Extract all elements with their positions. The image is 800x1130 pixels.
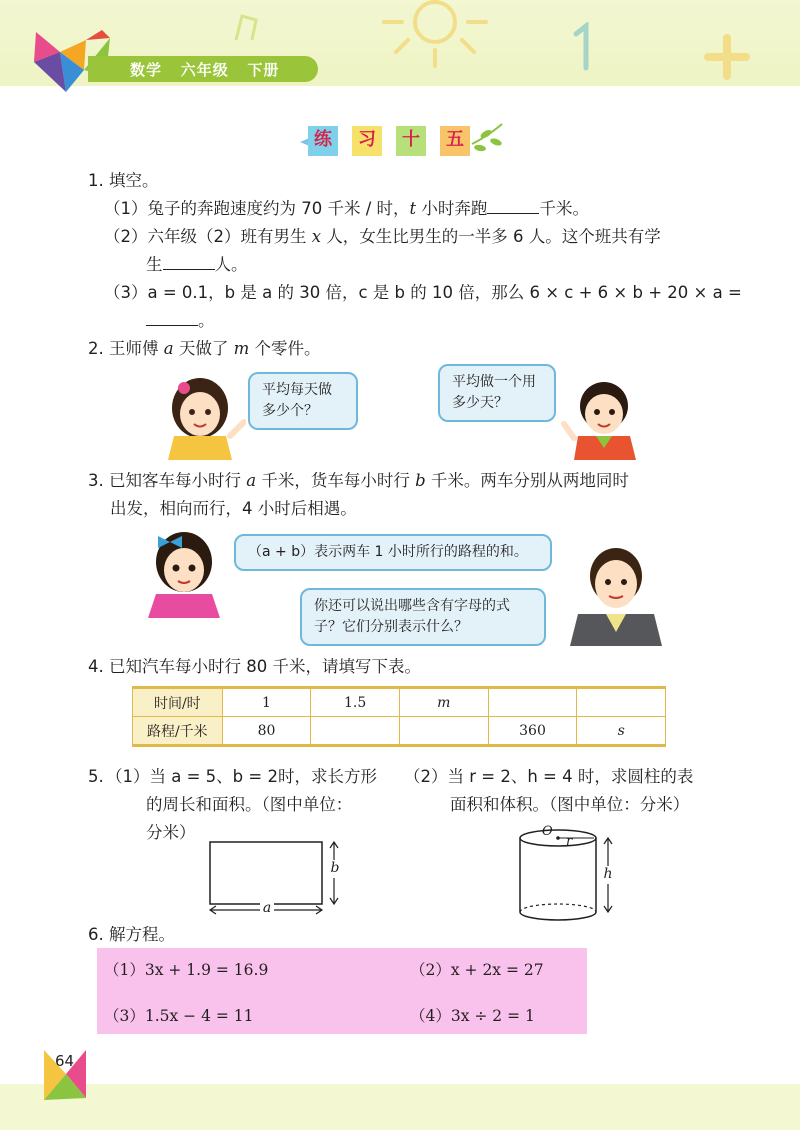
boy-illustration <box>560 374 646 460</box>
q5-part1-line1: （1）当 a = 5、b = 2时，求长方形 <box>106 767 377 786</box>
title-char: 十 <box>402 129 420 150</box>
q1-part2: （2）六年级（2）班有男生 x 人，女生比男生的一半多 6 人。这个班共有学 <box>104 227 661 246</box>
time-distance-table <box>132 686 666 747</box>
q4-label: 4. 已知汽车每小时行 80 千米，请填写下表。 <box>88 657 421 676</box>
rect-label-a: a <box>260 900 274 918</box>
table-cell-blank[interactable] <box>400 717 489 746</box>
q5-part2-line2: 面积和体积。（图中单位：分米） <box>450 795 690 814</box>
q1-part1: （1）兔子的奔跑速度约为 70 千米 / 时，t 小时奔跑 千米。 <box>104 199 589 218</box>
table-cell-blank[interactable] <box>577 688 666 717</box>
table-row <box>133 717 666 746</box>
cyl-label-r: r <box>566 834 573 849</box>
q1-part2-line2: 生 人。 <box>146 255 248 274</box>
footer-band <box>0 1084 800 1130</box>
number-one-doodle-icon <box>568 22 598 72</box>
q1-part3-line2: 。 <box>146 310 215 332</box>
girl-illustration <box>160 374 246 460</box>
teacher-illustration <box>566 540 666 646</box>
equation-1: （1）3x + 1.9 = 16.9 <box>104 961 269 979</box>
title-char: 习 <box>358 129 376 150</box>
plus-doodle-icon <box>704 34 750 80</box>
speech-bubble-right: 平均做一个用多少天？ <box>438 364 556 422</box>
table-cell: s <box>577 717 666 746</box>
answer-blank[interactable] <box>146 310 198 326</box>
title-char: 练 <box>314 129 332 150</box>
rect-label-b: b <box>330 860 340 876</box>
q5-part2-line1: （2）当 r = 2、h = 4 时，求圆柱的表 <box>404 767 694 786</box>
equation-3: （3）1.5x − 4 = 11 <box>104 1007 254 1025</box>
cyl-label-o: O <box>542 824 553 839</box>
answer-blank[interactable] <box>163 254 215 270</box>
q2-label: 2. 王师傅 a 天做了 m 个零件。 <box>88 339 321 358</box>
answer-blank[interactable] <box>487 198 539 214</box>
q1-label: 1. 填空。 <box>88 171 159 190</box>
speech-bubble-sum: （a + b）表示两车 1 小时所行的路程的和。 <box>234 534 552 571</box>
girl-with-bow-illustration <box>140 528 228 618</box>
q1-part3: （3）a = 0.1，b 是 a 的 30 倍，c 是 b 的 10 倍，那么 6 × c + 6 × b + 20 × a = <box>104 283 742 302</box>
q6-label: 6. 解方程。 <box>88 925 175 944</box>
table-cell: 1.5 <box>311 688 400 717</box>
page-corner-decoration-icon <box>40 1040 90 1104</box>
table-cell: 1 <box>222 688 311 717</box>
table-header-cell: 路程/千米 <box>133 717 223 746</box>
music-note-doodle-icon <box>228 10 264 46</box>
table-row <box>133 688 666 717</box>
speech-bubble-left: 平均每天做多少个？ <box>248 372 358 430</box>
table-cell: m <box>400 688 489 717</box>
table-cell: 360 <box>488 717 577 746</box>
q5-part1-line2: 的周长和面积。（图中单位： <box>146 795 353 814</box>
page-number: 64 <box>55 1052 75 1070</box>
equation-2: （2）x + 2x = 27 <box>410 961 544 979</box>
table-cell: 80 <box>222 717 311 746</box>
speech-bubble-question: 你还可以说出哪些含有字母的式子？它们分别表示什么？ <box>300 588 546 646</box>
title-char: 五 <box>446 129 464 150</box>
equation-4: （4）3x ÷ 2 = 1 <box>410 1007 535 1025</box>
q3-line1: 3. 已知客车每小时行 a 千米，货车每小时行 b 千米。两车分别从两地同时 <box>88 471 629 490</box>
cyl-label-h: h <box>603 866 613 882</box>
q5-part1-line3: 分米） <box>146 823 196 842</box>
header-text: 数学 六年级 下册 <box>130 61 280 79</box>
table-cell-blank[interactable] <box>488 688 577 717</box>
sun-doodle-icon <box>380 0 490 80</box>
table-cell-blank[interactable] <box>311 717 400 746</box>
table-header-cell: 时间/时 <box>133 688 223 717</box>
q3-line2: 出发，相向而行，4 小时后相遇。 <box>110 499 357 518</box>
q5-label: 5. <box>88 767 104 786</box>
